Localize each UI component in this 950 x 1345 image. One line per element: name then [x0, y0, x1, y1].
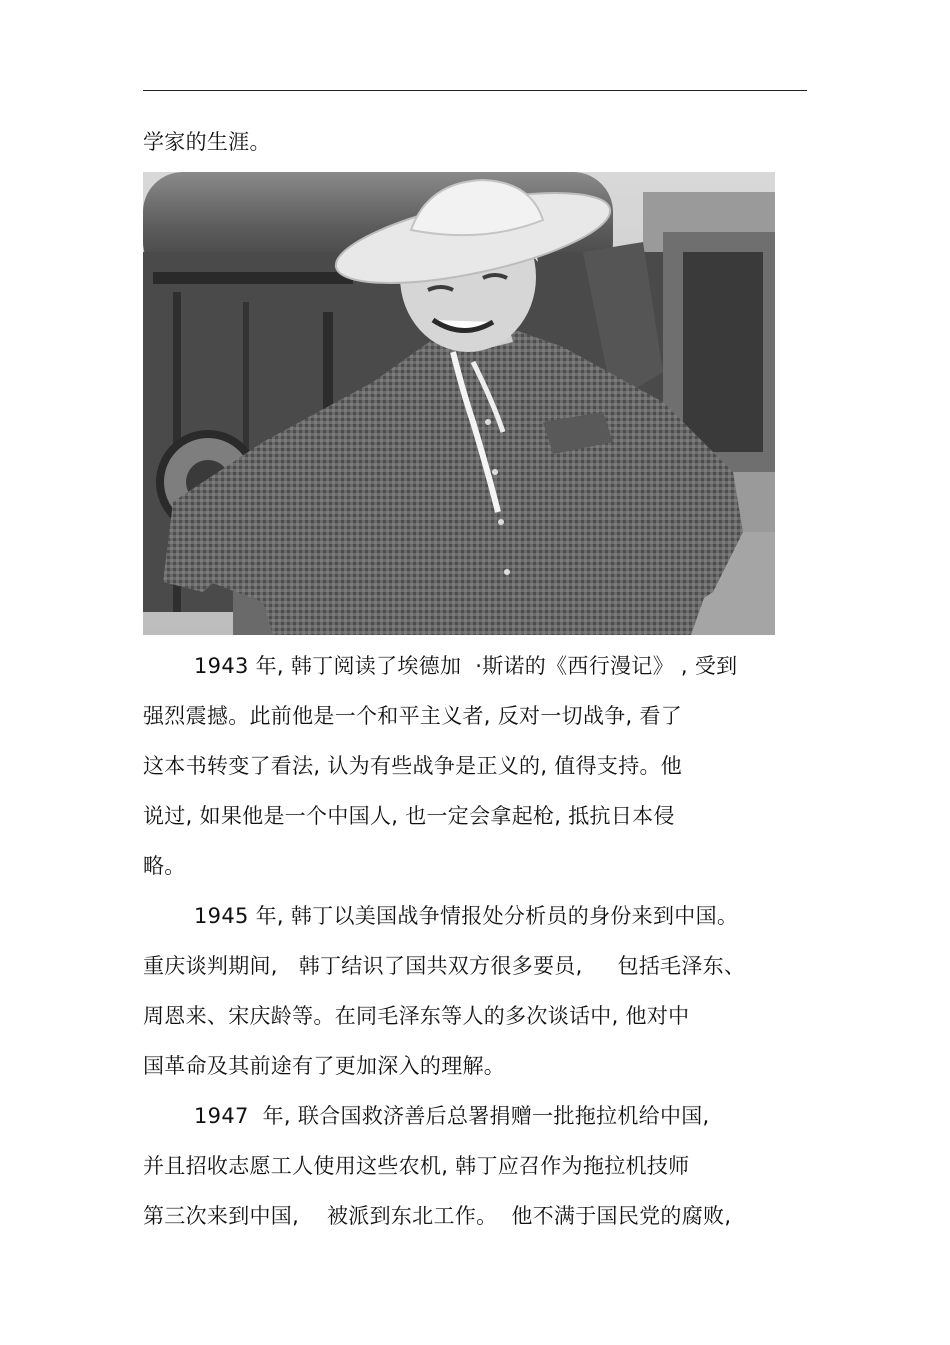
paragraph-1-line-4: 说过, 如果他是一个中国人, 也一定会拿起枪, 抵抗日本侵: [143, 804, 675, 828]
paragraph-2-line-1: 1945 年, 韩丁以美国战争情报处分析员的身份来到中国。: [194, 904, 739, 928]
paragraph-1-line-5: 略。: [143, 854, 186, 878]
paragraph-1-line-1: 1943 年, 韩丁阅读了埃德加 ·斯诺的《西行漫记》 , 受到: [194, 654, 738, 678]
paragraph-3-line-2: 并且招收志愿工人使用这些农机, 韩丁应召作为拖拉机技师: [143, 1154, 690, 1178]
paragraph-3-line-1: 1947 年, 联合国救济善后总署捐赠一批拖拉机给中国,: [194, 1104, 710, 1128]
paragraph-2-line-3: 周恩来、宋庆龄等。在同毛泽东等人的多次谈话中, 他对中: [143, 1004, 690, 1028]
paragraph-2-line-4: 国革命及其前途有了更加深入的理解。: [143, 1054, 506, 1078]
paragraph-3-line-3: 第三次来到中国, 被派到东北工作。 他不满于国民党的腐败,: [143, 1204, 732, 1228]
header-rule: [143, 90, 807, 91]
paragraph-2-line-2: 重庆谈判期间, 韩丁结识了国共双方很多要员, 包括毛泽东、: [143, 954, 746, 978]
opening-text: 学家的生涯。: [143, 130, 271, 154]
paragraph-1-line-2: 强烈震撼。此前他是一个和平主义者, 反对一切战争, 看了: [143, 704, 683, 728]
portrait-photo: [143, 172, 775, 635]
paragraph-1-line-3: 这本书转变了看法, 认为有些战争是正义的, 值得支持。他: [143, 754, 683, 778]
